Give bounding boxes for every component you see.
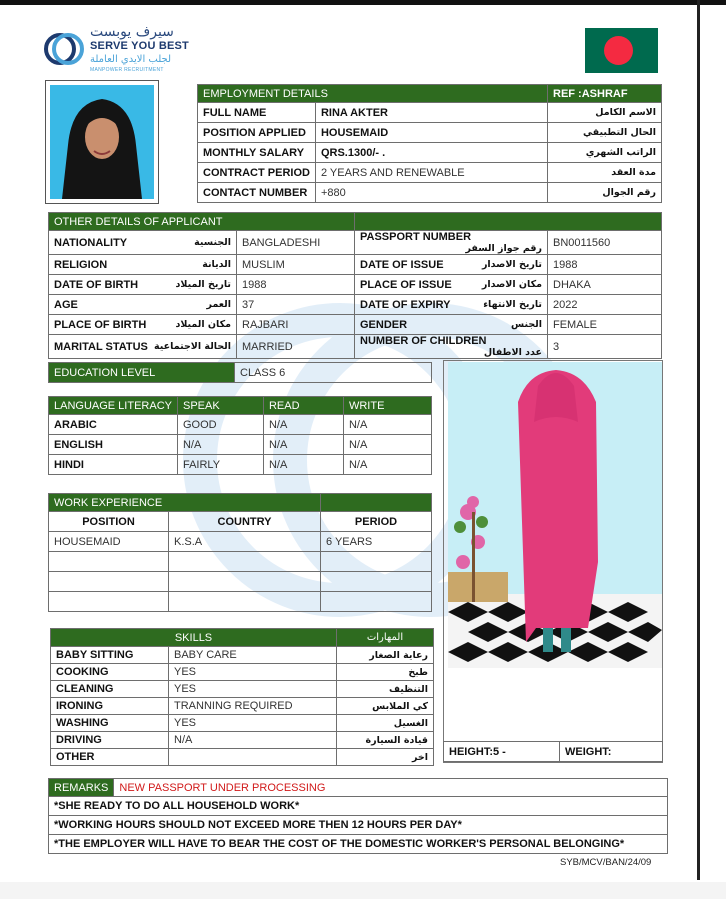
empty-cell: [169, 552, 321, 572]
table-row: [198, 163, 662, 183]
height-value: HEIGHT:5 -: [444, 742, 560, 762]
skill-value: YES: [169, 681, 337, 698]
skill-arabic: اخر: [337, 749, 434, 766]
table-row: [49, 797, 668, 816]
remark-line: *WORKING HOURS SHOULD NOT EXCEED MORE THEN 12 HOURS PER DAY*: [49, 816, 668, 835]
empty-cell: [169, 592, 321, 612]
logo-arabic-name: سيرف يوبست: [90, 24, 174, 40]
skill-value: [169, 749, 337, 766]
lang-name: ENGLISH: [49, 435, 178, 455]
read-header: READ: [263, 397, 343, 415]
lang-write: N/A: [343, 455, 431, 475]
table-row: [51, 715, 434, 732]
contact-value: +880: [315, 183, 547, 203]
skills-table: [50, 628, 434, 766]
expiry-arabic: تاريخ الانتهاء: [483, 298, 542, 310]
skill-arabic: كي الملابس: [337, 698, 434, 715]
lang-name: ARABIC: [49, 415, 178, 435]
education-label: EDUCATION LEVEL: [49, 363, 235, 383]
marital-label: MARITAL STATUS: [54, 340, 148, 353]
table-row: [49, 315, 662, 335]
religion-label: RELIGION: [54, 258, 108, 271]
bangladesh-flag-icon: [585, 28, 658, 73]
table-row: [49, 816, 668, 835]
logo-english-name: SERVE YOU BEST: [90, 40, 189, 52]
contract-label: CONTRACT PERIOD: [198, 163, 316, 183]
work-country: K.S.A: [169, 532, 321, 552]
table-row: [198, 143, 662, 163]
table-row: [198, 123, 662, 143]
contract-value: 2 YEARS AND RENEWABLE: [315, 163, 547, 183]
skill-value: BABY CARE: [169, 647, 337, 664]
skills-title: SKILLS: [51, 629, 337, 647]
empty-cell: [321, 592, 432, 612]
skill-label: BABY SITTING: [51, 647, 169, 664]
age-value: 37: [237, 295, 355, 315]
remarks-table: [48, 778, 668, 854]
work-period: 6 YEARS: [321, 532, 432, 552]
remark-line: *SHE READY TO DO ALL HOUSEHOLD WORK*: [49, 797, 668, 816]
table-row: [49, 455, 432, 475]
employment-title: EMPLOYMENT DETAILS: [198, 85, 548, 103]
contract-arabic: مدة العقد: [548, 163, 662, 183]
full-body-photo: [448, 362, 662, 668]
remark-line: *THE EMPLOYER WILL HAVE TO BEAR THE COST OF THE DOMESTIC WORKER'S PERSONAL BELONGING*: [49, 835, 668, 854]
empty-cell: [321, 552, 432, 572]
lang-speak: N/A: [177, 435, 263, 455]
salary-label: MONTHLY SALARY: [198, 143, 316, 163]
issue-place-label: PLACE OF ISSUE: [360, 278, 452, 291]
work-experience-table: [48, 493, 432, 612]
table-row: [49, 512, 432, 532]
portrait-illustration: [50, 85, 154, 199]
skill-label: CLEANING: [51, 681, 169, 698]
skill-label: IRONING: [51, 698, 169, 715]
contact-arabic: رقم الجوال: [548, 183, 662, 203]
marital-value: MARRIED: [237, 335, 355, 359]
issue-date-value: 1988: [548, 255, 662, 275]
employment-details-table: [197, 84, 662, 203]
table-row: [51, 698, 434, 715]
issue-date-arabic: تاريخ الاصدار: [481, 258, 542, 270]
birthplace-value: RAJBARI: [237, 315, 355, 335]
expiry-label: DATE OF EXPIRY: [360, 298, 451, 311]
skill-arabic: قيادة السيارة: [337, 732, 434, 749]
contact-label: CONTACT NUMBER: [198, 183, 316, 203]
dob-label: DATE OF BIRTH: [54, 278, 139, 291]
logo-rings-icon: [42, 24, 86, 74]
dob-value: 1988: [237, 275, 355, 295]
birthplace-arabic: مكان الميلاد: [175, 318, 231, 330]
skill-value: N/A: [169, 732, 337, 749]
age-arabic: العمر: [206, 298, 231, 310]
position-arabic: الحال التطبيقي: [548, 123, 662, 143]
table-row: [49, 835, 668, 854]
issue-date-label: DATE OF ISSUE: [360, 258, 444, 271]
nationality-value: BANGLADESHI: [237, 231, 355, 255]
gender-label: GENDER: [360, 318, 408, 331]
ref-code: REF :ASHRAF: [548, 85, 662, 103]
table-row: [49, 275, 662, 295]
birthplace-label: PLACE OF BIRTH: [54, 318, 147, 331]
measurements-table: [443, 741, 663, 762]
skill-label: WASHING: [51, 715, 169, 732]
table-row: [51, 664, 434, 681]
children-label: NUMBER OF CHILDREN: [360, 335, 487, 347]
table-row: [51, 732, 434, 749]
flag-disc: [604, 36, 633, 65]
other-details-title-blank: [355, 213, 662, 231]
table-row: [49, 335, 662, 359]
skill-label: COOKING: [51, 664, 169, 681]
table-row: [49, 532, 432, 552]
logo-tagline: MANPOWER RECRUITMENT: [90, 67, 164, 73]
skill-value: YES: [169, 664, 337, 681]
weight-value: WEIGHT:: [560, 742, 663, 762]
skill-value: YES: [169, 715, 337, 732]
religion-arabic: الديانة: [202, 258, 231, 270]
table-row: [51, 647, 434, 664]
skill-label: DRIVING: [51, 732, 169, 749]
table-row: [51, 749, 434, 766]
full-body-illustration: [448, 362, 662, 668]
marital-arabic: الحالة الاجتماعية: [154, 340, 231, 352]
full-name-value: RINA AKTER: [315, 103, 547, 123]
write-header: WRITE: [343, 397, 431, 415]
right-border: [697, 0, 700, 880]
passport-photo-frame: [45, 80, 159, 204]
logo-arabic-tagline: لجلب الايدي العاملة: [90, 54, 172, 65]
company-logo: [42, 24, 189, 74]
work-period-header: PERIOD: [321, 512, 432, 532]
passport-value: BN0011560: [548, 231, 662, 255]
language-header: LANGUAGE LITERACY: [49, 397, 178, 415]
speak-header: SPEAK: [177, 397, 263, 415]
work-country-header: COUNTRY: [169, 512, 321, 532]
salary-arabic: الراتب الشهري: [548, 143, 662, 163]
nationality-label: NATIONALITY: [54, 236, 128, 249]
table-row: [49, 295, 662, 315]
children-value: 3: [548, 335, 662, 359]
religion-value: MUSLIM: [237, 255, 355, 275]
top-border: [0, 0, 726, 5]
issue-place-value: DHAKA: [548, 275, 662, 295]
position-label: POSITION APPLIED: [198, 123, 316, 143]
lang-read: N/A: [263, 435, 343, 455]
passport-photo: [50, 85, 154, 199]
table-row: [49, 592, 432, 612]
lang-read: N/A: [263, 415, 343, 435]
skill-value: TRANNING REQUIRED: [169, 698, 337, 715]
education-value: CLASS 6: [235, 363, 432, 383]
education-table: [48, 362, 432, 383]
skill-arabic: الغسيل: [337, 715, 434, 732]
empty-cell: [49, 572, 169, 592]
skill-label: OTHER: [51, 749, 169, 766]
table-row: [49, 231, 662, 255]
salary-value: QRS.1300/- .: [315, 143, 547, 163]
children-arabic: عدد الاطفال: [483, 347, 542, 358]
remarks-label: REMARKS: [49, 779, 114, 797]
table-row: [198, 183, 662, 203]
age-label: AGE: [54, 298, 78, 311]
table-row: [49, 435, 432, 455]
table-row: [49, 572, 432, 592]
skill-arabic: التنظيف: [337, 681, 434, 698]
issue-place-arabic: مكان الاصدار: [481, 278, 542, 290]
full-name-label: FULL NAME: [198, 103, 316, 123]
table-row: [51, 681, 434, 698]
skills-title-arabic: المهارات: [337, 629, 434, 647]
bottom-strip: [0, 882, 726, 899]
lang-write: N/A: [343, 415, 431, 435]
empty-cell: [321, 572, 432, 592]
gender-arabic: الجنس: [511, 318, 542, 330]
passport-arabic: رقم جواز السفر: [465, 243, 542, 254]
language-table: [48, 396, 432, 475]
remarks-status: NEW PASSPORT UNDER PROCESSING: [114, 779, 668, 797]
table-row: [198, 103, 662, 123]
table-row: [49, 415, 432, 435]
lang-read: N/A: [263, 455, 343, 475]
table-row: [49, 552, 432, 572]
lang-speak: FAIRLY: [177, 455, 263, 475]
work-title-blank: [321, 494, 432, 512]
dob-arabic: تاريخ الميلاد: [175, 278, 231, 290]
empty-cell: [49, 552, 169, 572]
table-row: [49, 255, 662, 275]
empty-cell: [169, 572, 321, 592]
passport-label: PASSPORT NUMBER: [360, 231, 472, 243]
expiry-value: 2022: [548, 295, 662, 315]
lang-speak: GOOD: [177, 415, 263, 435]
lang-write: N/A: [343, 435, 431, 455]
work-title: WORK EXPERIENCE: [49, 494, 321, 512]
other-details-table: [48, 212, 662, 359]
footer-code: SYB/MCV/BAN/24/09: [560, 857, 652, 868]
work-position-header: POSITION: [49, 512, 169, 532]
skill-arabic: رعاية الصغار: [337, 647, 434, 664]
other-details-title: OTHER DETAILS OF APPLICANT: [49, 213, 355, 231]
lang-name: HINDI: [49, 455, 178, 475]
nationality-arabic: الجنسية: [194, 236, 231, 248]
position-value: HOUSEMAID: [315, 123, 547, 143]
skill-arabic: طبخ: [337, 664, 434, 681]
work-position: HOUSEMAID: [49, 532, 169, 552]
full-name-arabic: الاسم الكامل: [548, 103, 662, 123]
gender-value: FEMALE: [548, 315, 662, 335]
empty-cell: [49, 592, 169, 612]
